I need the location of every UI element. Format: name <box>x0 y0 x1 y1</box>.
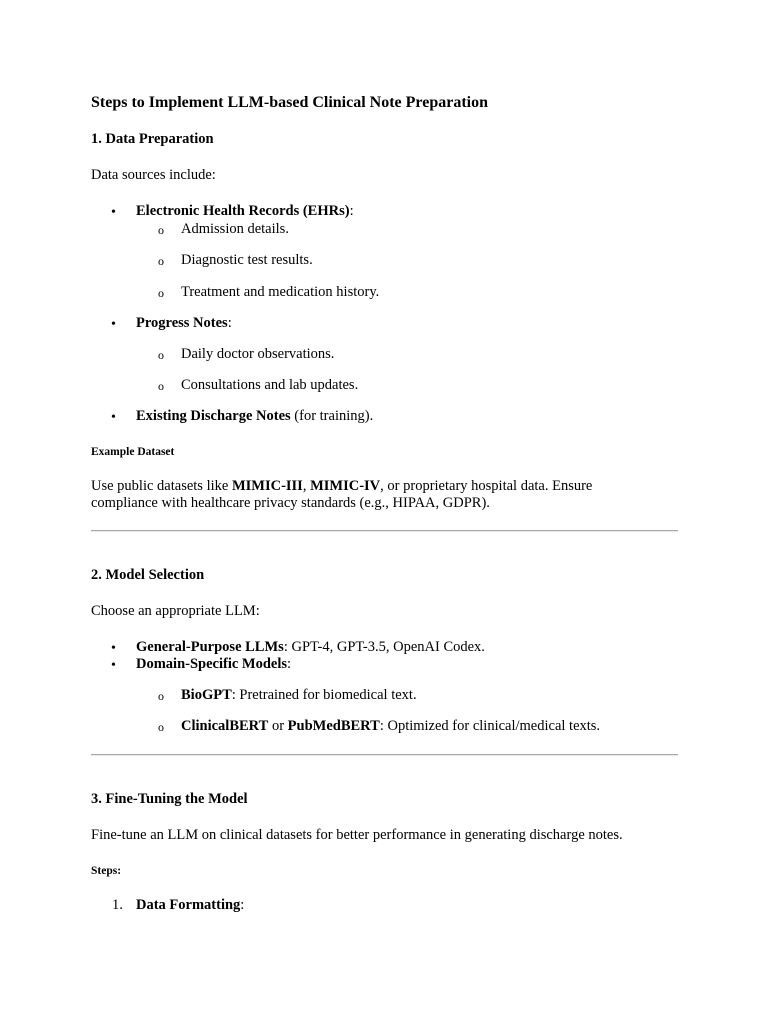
list-item-rest: : <box>240 897 245 913</box>
sub-bullet-icon: o <box>158 286 164 300</box>
bullet-icon: • <box>111 317 116 332</box>
sub-item-admission: Admission details. <box>181 221 289 237</box>
list-item-rest: : <box>227 315 232 331</box>
sub-bullet-icon: o <box>158 720 164 734</box>
section-3-heading: 3. Fine-Tuning the Model <box>91 791 248 807</box>
section-2-intro: Choose an appropriate LLM: <box>91 603 260 619</box>
list-item-bold: Electronic Health Records (EHRs) <box>136 203 350 219</box>
text-run-bold: MIMIC-III <box>231 478 303 494</box>
horizontal-divider <box>91 754 678 756</box>
list-item-general-llms <box>136 639 485 656</box>
list-item-progress-notes <box>136 315 232 332</box>
list-item-rest: : GPT-4, GPT-3.5, OpenAI Codex. <box>283 639 485 655</box>
list-item-rest: : <box>349 203 354 219</box>
sub-bullet-icon: o <box>158 223 164 237</box>
example-dataset-text <box>91 478 651 512</box>
text-run-bold: MIMIC-IV <box>310 478 381 494</box>
list-item-discharge-notes <box>136 408 373 425</box>
list-item-bold: General-Purpose LLMs <box>136 639 284 655</box>
steps-heading: Steps: <box>91 865 122 877</box>
text-run-bold: BioGPT <box>181 687 232 703</box>
list-item-ehr <box>136 203 354 220</box>
list-item-bold: Domain-Specific Models <box>136 656 288 672</box>
list-item-rest: (for training). <box>290 408 374 424</box>
section-2-heading: 2. Model Selection <box>91 567 205 583</box>
text-run: Use public datasets like <box>91 478 232 494</box>
text-run: , <box>302 478 311 494</box>
step-data-formatting <box>136 897 244 914</box>
text-run: or <box>268 718 288 734</box>
text-run-bold: PubMedBERT <box>287 718 380 734</box>
list-item-bold: Existing Discharge Notes <box>136 408 291 424</box>
sub-item-observations: Daily doctor observations. <box>181 346 335 362</box>
sub-item-consultations: Consultations and lab updates. <box>181 377 359 393</box>
bullet-icon: • <box>111 658 116 673</box>
list-item-bold: Progress Notes <box>136 315 228 331</box>
sub-item-clinicalbert <box>181 718 600 735</box>
text-run: , or proprietary hospital data. Ensure compliance with healthcare privacy standards (e.g., HIPAA, GDPR). <box>91 478 593 511</box>
section-1-intro: Data sources include: <box>91 167 216 183</box>
text-run: : Pretrained for biomedical text. <box>231 687 417 703</box>
section-3-intro: Fine-tune an LLM on clinical datasets for better performance in generating discharge notes. <box>91 827 623 843</box>
text-run-bold: ClinicalBERT <box>181 718 269 734</box>
sub-bullet-icon: o <box>158 379 164 393</box>
sub-bullet-icon: o <box>158 689 164 703</box>
sub-item-diagnostic: Diagnostic test results. <box>181 252 313 268</box>
list-item-bold: Data Formatting <box>136 897 241 913</box>
bullet-icon: • <box>111 641 116 656</box>
sub-item-biogpt <box>181 687 417 704</box>
text-run: : Optimized for clinical/medical texts. <box>379 718 601 734</box>
bullet-icon: • <box>111 205 116 220</box>
step-number: 1. <box>112 897 123 913</box>
horizontal-divider <box>91 530 678 532</box>
section-1-heading: 1. Data Preparation <box>91 131 214 147</box>
example-dataset-heading: Example Dataset <box>91 446 175 458</box>
bullet-icon: • <box>111 410 116 425</box>
list-item-domain-models <box>136 656 291 673</box>
sub-item-treatment: Treatment and medication history. <box>181 284 380 300</box>
list-item-rest: : <box>287 656 292 672</box>
document-title: Steps to Implement LLM-based Clinical Note Preparation <box>91 94 489 111</box>
sub-bullet-icon: o <box>158 348 164 362</box>
sub-bullet-icon: o <box>158 254 164 268</box>
